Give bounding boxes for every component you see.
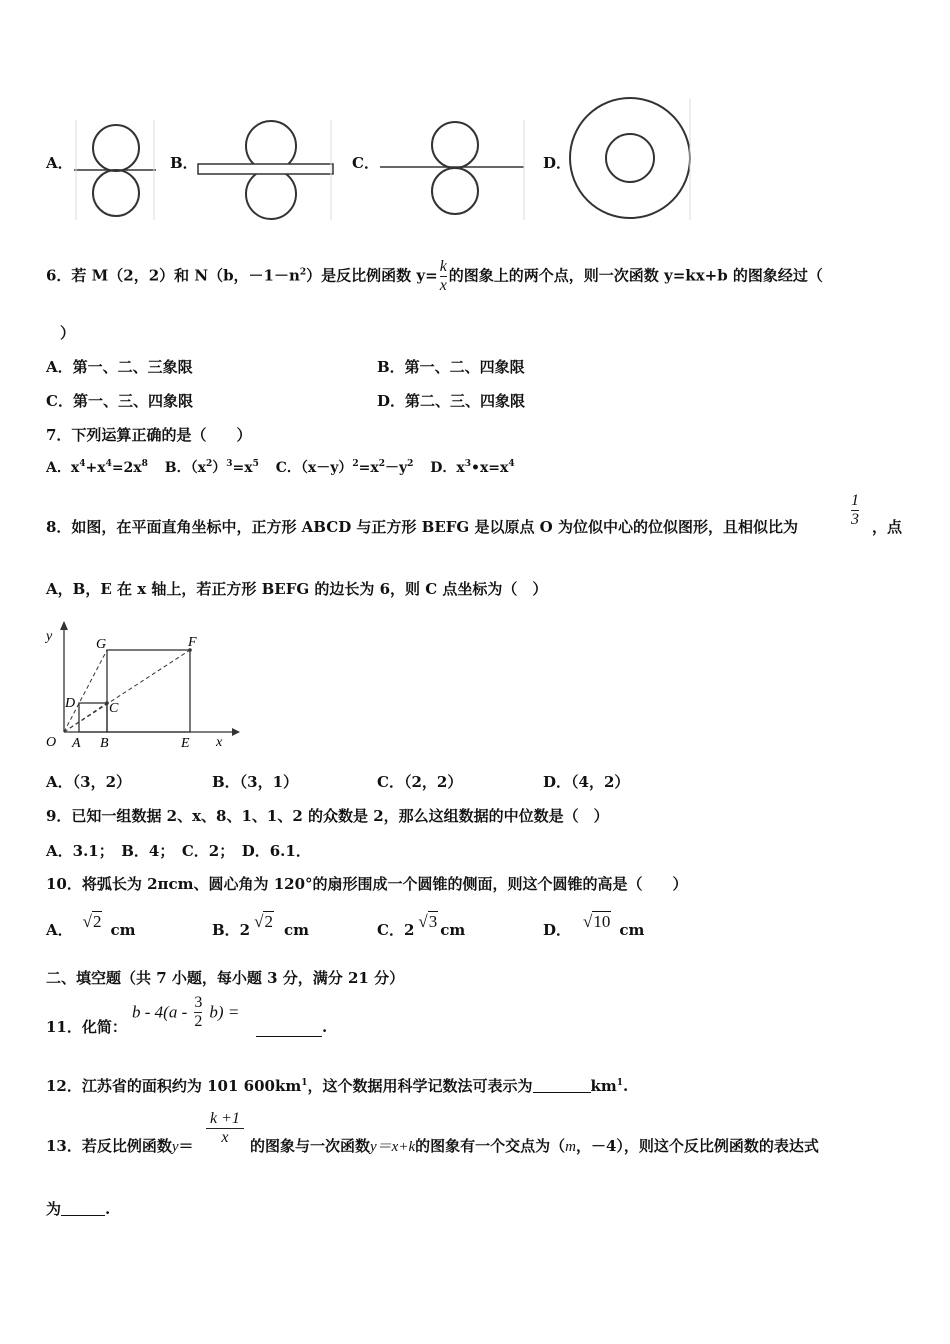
label-g: G — [96, 637, 107, 652]
q5-option-d-label: D． — [543, 154, 572, 172]
label-d: D — [65, 696, 76, 711]
q10-option-b[interactable]: B．2 √2 cm — [212, 912, 309, 939]
q13-answer-blank[interactable] — [61, 1201, 105, 1216]
q7-stem: 7．下列运算正确的是（ ） — [46, 426, 252, 444]
q6-option-d[interactable]: D．第二、三、四象限 — [377, 392, 526, 410]
q10-option-c[interactable]: C．2 √3 cm — [377, 912, 466, 939]
q11-answer-blank[interactable] — [256, 1020, 322, 1039]
label-c: C — [109, 701, 119, 716]
q11-end: . — [322, 1018, 328, 1036]
label-e: E — [181, 736, 190, 751]
q12-stem: 12．江苏省的面积约为 101 $600km^1$，这个数据用科学记数法可表示为 $km^1$. — [46, 1077, 629, 1095]
q5-option-a-label: A． — [46, 154, 73, 172]
q13-stem-rest: 的图象与一次函数y＝x+k的图象有一个交点为（m，－4），则这个反比例函数的表达式 — [250, 1137, 819, 1155]
q8-ratio-fraction: $\frac{1}{3}$ — [851, 492, 859, 528]
q8-option-a[interactable]: A．（3，2） — [46, 773, 132, 791]
square-befg — [107, 650, 190, 732]
q7-option-c[interactable]: C．$(x-y)^2=x^2-y^2$ — [275, 459, 414, 476]
q8-stem-line1: 8．如图，在平面直角坐标中，正方形 ABCD 与正方形 BEFG 是以原点 O 为位似中心的位似图形，且相似比为 — [46, 518, 798, 536]
square-abcd — [79, 703, 107, 732]
q8-figure — [42, 618, 242, 753]
q8-stem-line1-end: ，点 — [872, 518, 903, 536]
label-a: A — [72, 736, 81, 751]
q5-option-c-label: C． — [352, 154, 379, 172]
q7-option-a[interactable]: A．$x^4+x^4=2x^8$ — [46, 459, 148, 476]
q7-option-d[interactable]: D．$x^3•x=x^4$ — [430, 459, 515, 476]
q13-fraction: $\frac{k +1}{x}$ — [206, 1110, 244, 1147]
q7-options — [46, 458, 515, 478]
label-f: F — [188, 635, 197, 650]
section2-title: 二、填空题（共 7 小题，每小题 3 分，满分 21 分） — [46, 969, 405, 987]
label-o: O — [46, 735, 57, 750]
q6-option-c[interactable]: C．第一、三、四象限 — [46, 392, 193, 410]
q9-stem: 9．已知一组数据 2、x、8、1、1、2 的众数是 2，那么这组数据的中位数是（ ） — [46, 807, 609, 825]
q10-option-a[interactable]: A． √2 cm — [46, 912, 136, 939]
q5-option-a-figure — [70, 118, 160, 222]
label-x: x — [216, 735, 223, 750]
q11-label: 11．化简： — [46, 1018, 127, 1036]
label-y: y — [46, 629, 53, 644]
q8-stem-line2: A，B，E 在 x 轴上，若正方形 BEFG 的边长为 6，则 C 点坐标为（ ） — [46, 580, 548, 598]
q10-option-d[interactable]: D． √10 cm — [543, 912, 645, 939]
label-b: B — [100, 736, 109, 751]
q6-stem-close: ） — [60, 324, 76, 342]
q7-option-b[interactable]: B．$(x^2)^3=x^5$ — [164, 459, 259, 476]
q5-option-c-figure — [378, 118, 528, 222]
q8-option-d[interactable]: D．（4，2） — [543, 773, 630, 791]
q8-option-b[interactable]: B．（3，1） — [212, 773, 299, 791]
q6-option-a[interactable]: A．第一、二、三象限 — [46, 358, 193, 376]
q5-option-b-figure — [195, 118, 337, 222]
q13-stem-line2: 为 . — [46, 1200, 111, 1218]
q12-answer-blank[interactable] — [533, 1078, 591, 1093]
q10-stem: 10．将弧长为 2πcm、圆心角为 120°的扇形围成一个圆锥的侧面，则这个圆锥的高是（ ） — [46, 875, 688, 893]
q5-option-d-figure — [566, 94, 696, 224]
q5-option-b-label: B． — [170, 154, 198, 172]
q8-option-c[interactable]: C．（2，2） — [377, 773, 463, 791]
q11-expression: b - 4(a - $\frac{3}{2}$ b) = — [132, 994, 240, 1030]
q13-stem: 13．若反比例函数y＝ — [46, 1137, 194, 1155]
q9-options[interactable]: A．3.1； B．4； C．2； D．6.1． — [46, 842, 311, 860]
q6-option-b[interactable]: B．第一、二、四象限 — [377, 358, 525, 376]
q6-stem: 6．若 M（2，2）和 N（b，$-1-n^2$）是反比例函数 y= $\frac{k}{x}$ 的图象上的两个点，则一次函数 y=kx+b 的图象经过（ — [46, 258, 823, 294]
